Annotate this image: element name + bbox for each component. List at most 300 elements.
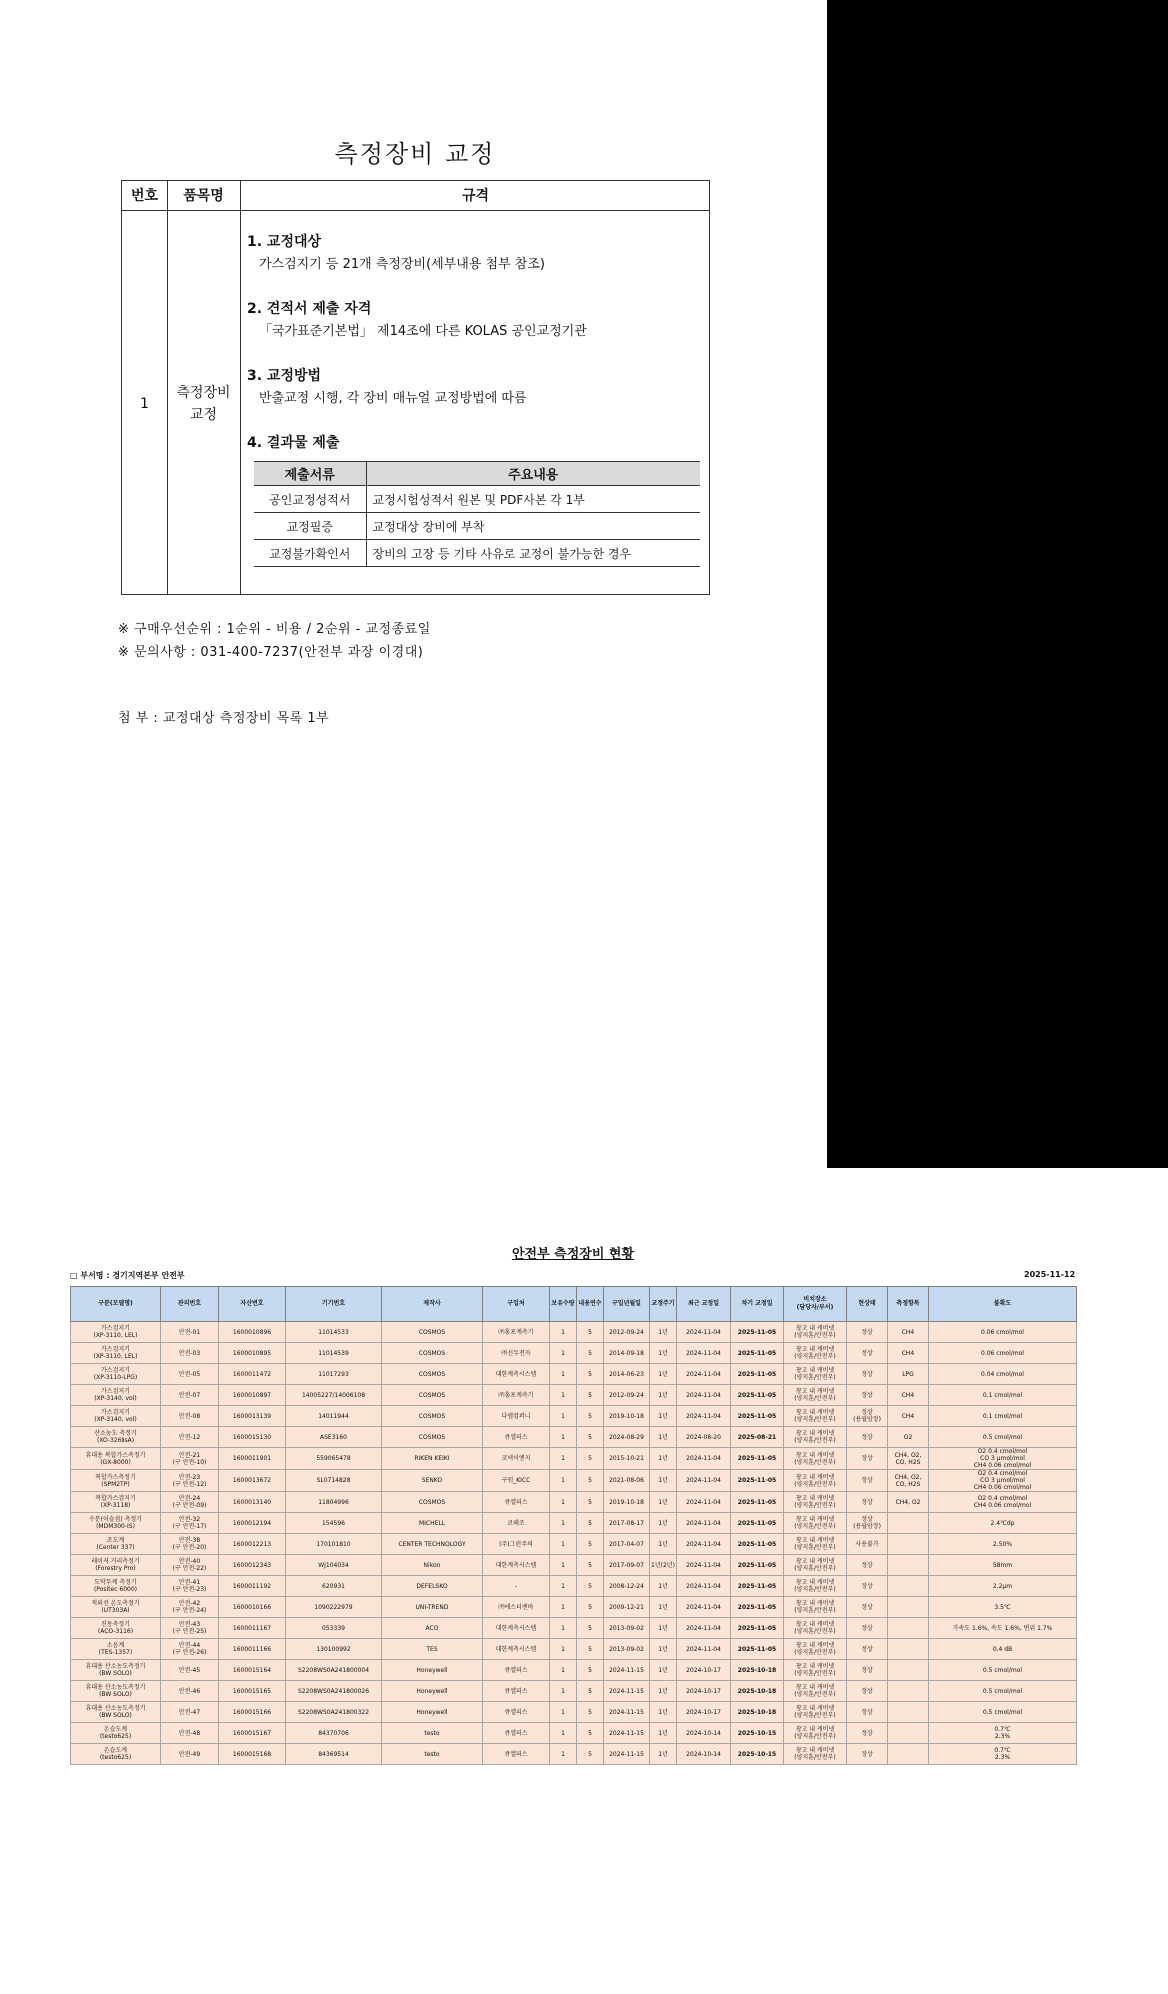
table-cell: 1600015167 — [219, 1723, 286, 1744]
table-cell: 1600010895 — [219, 1343, 286, 1364]
table-row — [71, 1576, 1077, 1597]
table-cell: 154596 — [286, 1513, 382, 1534]
table-cell: 1600011472 — [219, 1364, 286, 1385]
table-cell: 1년 — [650, 1744, 677, 1765]
table-cell: 5 — [577, 1513, 604, 1534]
table-cell: 소음계 (TES-1357) — [71, 1639, 161, 1660]
table-cell: 0.5 cmol/mol — [929, 1702, 1077, 1723]
table-cell: O2 — [888, 1427, 929, 1448]
table-cell: 정상 — [847, 1555, 888, 1576]
table-cell: ASE3160 — [286, 1427, 382, 1448]
table-cell: 창고 내 캐비넷 (양지훈/안전부) — [784, 1492, 847, 1513]
table-cell: 코해조 — [483, 1513, 550, 1534]
table-cell: 온습도계 (testo625) — [71, 1744, 161, 1765]
table-cell: 창고 내 캐비넷 (양지훈/안전부) — [784, 1513, 847, 1534]
table-cell: 큐엘피스 — [483, 1723, 550, 1744]
table-cell: 정상 — [847, 1681, 888, 1702]
table-cell: 적외선 온도측정기 (UT303A) — [71, 1597, 161, 1618]
table-cell: 2.2μm — [929, 1576, 1077, 1597]
table-cell: 가스검지기 (XP-3110, LEL) — [71, 1322, 161, 1343]
table-cell: 2025-11-05 — [731, 1576, 784, 1597]
table-row — [71, 1343, 1077, 1364]
table-cell: 1600011166 — [219, 1639, 286, 1660]
table-cell: 정상 — [847, 1597, 888, 1618]
table-cell: 1년 — [650, 1681, 677, 1702]
department-label: □ 부서명 : 경기지역본부 안전부 — [70, 1271, 185, 1280]
section-text: 「국가표준기본법」 제14조에 다른 KOLAS 공인교정기관 — [259, 324, 587, 339]
table-cell: 2024-11-15 — [604, 1702, 650, 1723]
table-cell: 2024-10-14 — [677, 1723, 731, 1744]
table-cell: 가스검지기 (XP-3110-LPG) — [71, 1364, 161, 1385]
table-cell: 11014533 — [286, 1322, 382, 1343]
table-cell: 안전-40 (구 안전-22) — [161, 1555, 219, 1576]
table-cell: 1년 — [650, 1427, 677, 1448]
table-cell: 창고 내 캐비넷 (양지훈/안전부) — [784, 1681, 847, 1702]
table-cell: 1년 — [650, 1322, 677, 1343]
table-cell: 620931 — [286, 1576, 382, 1597]
table-cell: 안전-49 — [161, 1744, 219, 1765]
table-cell: 2025-11-05 — [731, 1618, 784, 1639]
submission-doc: 교정불가확인서 — [254, 540, 366, 567]
submission-desc: 교정대상 장비에 부착 — [366, 513, 700, 540]
table-cell: Honeywell — [382, 1660, 483, 1681]
table-cell: 130100992 — [286, 1639, 382, 1660]
table-cell: 1 — [550, 1702, 577, 1723]
header-spec: 규격 — [461, 188, 490, 204]
table-row — [71, 1555, 1077, 1576]
submission-header: 제출서류 — [254, 462, 366, 486]
table-cell: 5 — [577, 1660, 604, 1681]
table-cell: 창고 내 캐비넷 (양지훈/안전부) — [784, 1448, 847, 1470]
column-header: 자산번호 — [219, 1287, 286, 1322]
table-cell: 2014-06-23 — [604, 1364, 650, 1385]
table-cell: 창고 내 캐비넷 (양지훈/안전부) — [784, 1576, 847, 1597]
table-cell: COSMOS — [382, 1343, 483, 1364]
table-cell: 0.7℃ 2.3% — [929, 1744, 1077, 1765]
table-cell: 도막두께 측정기 (Positec 6000) — [71, 1576, 161, 1597]
table-cell: 2024-11-04 — [677, 1513, 731, 1534]
table-cell: 복합가스측정기 (SPM2TP) — [71, 1470, 161, 1492]
table-cell: 170101810 — [286, 1534, 382, 1555]
table-cell: 2025-11-05 — [731, 1492, 784, 1513]
table-cell: 2025-11-05 — [731, 1513, 784, 1534]
table-cell: 창고 내 캐비넷 (양지훈/안전부) — [784, 1364, 847, 1385]
table-cell: 대한계측시스템 — [483, 1618, 550, 1639]
column-header: 기기번호 — [286, 1287, 382, 1322]
table-cell: 2025-11-05 — [731, 1555, 784, 1576]
table-cell: 5 — [577, 1597, 604, 1618]
spec-body — [247, 231, 707, 454]
section-title: 2. 견적서 제출 자격 — [247, 301, 372, 317]
table-cell — [888, 1597, 929, 1618]
table-cell: 창고 내 캐비넷 (양지훈/안전부) — [784, 1406, 847, 1427]
table-cell: WJ104034 — [286, 1555, 382, 1576]
submission-desc: 장비의 고장 등 기타 사유로 교정이 불가능한 경우 — [366, 540, 700, 567]
table-cell: 1600015130 — [219, 1427, 286, 1448]
table-cell: 2024-10-17 — [677, 1702, 731, 1723]
table-cell: ㈜에스티엔바 — [483, 1597, 550, 1618]
submission-doc: 공인교정성적서 — [254, 486, 366, 513]
table-cell: 사용불가 — [847, 1534, 888, 1555]
table-cell: 1년 — [650, 1364, 677, 1385]
table-cell: 안전-07 — [161, 1385, 219, 1406]
table-row — [71, 1470, 1077, 1492]
table-row — [71, 1723, 1077, 1744]
table-cell: 2014-09-18 — [604, 1343, 650, 1364]
table-cell: 2024-11-04 — [677, 1534, 731, 1555]
table-cell: 1090222979 — [286, 1597, 382, 1618]
table-cell: 1년 — [650, 1618, 677, 1639]
table-cell: 2021-08-06 — [604, 1470, 650, 1492]
table-cell: 1600013139 — [219, 1406, 286, 1427]
table-cell: 안전-05 — [161, 1364, 219, 1385]
table-cell: 안전-32 (구 안전-17) — [161, 1513, 219, 1534]
table-cell: 2024-11-04 — [677, 1448, 731, 1470]
table-cell: 가스검지기 (XP-3110, LEL) — [71, 1343, 161, 1364]
table-cell: 2025-11-05 — [731, 1448, 784, 1470]
table-cell: 1600015166 — [219, 1702, 286, 1723]
table-row — [254, 513, 700, 540]
table-cell: 1 — [550, 1723, 577, 1744]
table-cell: 큐엘피스 — [483, 1744, 550, 1765]
column-header: 차기 교정일 — [731, 1287, 784, 1322]
table-cell: UNI-TREND — [382, 1597, 483, 1618]
table-cell — [888, 1618, 929, 1639]
table-cell: 창고 내 캐비넷 (양지훈/안전부) — [784, 1660, 847, 1681]
table-cell: 2025-11-05 — [731, 1534, 784, 1555]
table-cell: CENTER TECHNOLOGY — [382, 1534, 483, 1555]
table-cell: 대한계측시스템 — [483, 1639, 550, 1660]
table-cell: 1년 — [650, 1576, 677, 1597]
table-cell: 5 — [577, 1364, 604, 1385]
table-cell: 정상 — [847, 1492, 888, 1513]
table-cell: 정상 — [847, 1702, 888, 1723]
table-cell: 1년 — [650, 1406, 677, 1427]
equipment-header-row — [71, 1287, 1077, 1322]
table-cell: 창고 내 캐비넷 (양지훈/안전부) — [784, 1343, 847, 1364]
table-cell: 2008-12-24 — [604, 1576, 650, 1597]
submission-table — [254, 461, 700, 567]
table-cell: 1 — [550, 1427, 577, 1448]
table-cell: 2025-11-05 — [731, 1470, 784, 1492]
table-cell: 큐엘피스 — [483, 1427, 550, 1448]
table-cell: 0.1 cmol/mol — [929, 1385, 1077, 1406]
table-cell: 안전-38 (구 안전-20) — [161, 1534, 219, 1555]
table-cell: 정상 (용월암장) — [847, 1406, 888, 1427]
table-cell: 가스검지기 (XP-3140, vol) — [71, 1406, 161, 1427]
table-cell: 복합가스검지기 (XP-3118) — [71, 1492, 161, 1513]
table-cell: 2013-09-02 — [604, 1618, 650, 1639]
table-cell: 안전-46 — [161, 1681, 219, 1702]
table-cell: 2024-11-04 — [677, 1576, 731, 1597]
table-cell: 정상 — [847, 1660, 888, 1681]
table-cell — [888, 1555, 929, 1576]
table-cell: 5 — [577, 1534, 604, 1555]
table-cell: 1 — [550, 1513, 577, 1534]
table-cell: 안전-47 — [161, 1702, 219, 1723]
contact-note: ※ 문의사항 : 031-400-7237(안전부 과장 이경대) — [118, 645, 424, 660]
table-cell: 2009-12-21 — [604, 1597, 650, 1618]
column-header: 비치장소 (담당자/부서) — [784, 1287, 847, 1322]
table-cell: 가스검지기 (XP-3140, vol) — [71, 1385, 161, 1406]
table-cell: 1 — [550, 1406, 577, 1427]
submission-desc: 교정시험성적서 원본 및 PDF사본 각 1부 — [366, 486, 700, 513]
table-cell: SL0714828 — [286, 1470, 382, 1492]
table-cell — [888, 1576, 929, 1597]
table-cell: 1 — [550, 1470, 577, 1492]
table-row — [71, 1702, 1077, 1723]
table-cell: 11804996 — [286, 1492, 382, 1513]
table-cell — [888, 1702, 929, 1723]
table-cell: 1년 — [650, 1660, 677, 1681]
table-cell: 1600013140 — [219, 1492, 286, 1513]
table-cell: 정상 — [847, 1385, 888, 1406]
table-cell: 1년 — [650, 1702, 677, 1723]
table-cell: DEFELSKO — [382, 1576, 483, 1597]
equipment-list-title: 안전부 측정장비 현황 — [511, 1247, 635, 1262]
row-no: 1 — [140, 395, 149, 412]
table-cell: 1600013672 — [219, 1470, 286, 1492]
table-cell: 5 — [577, 1343, 604, 1364]
attachment-note: 첨 부 : 교정대상 측정장비 목록 1부 — [118, 711, 330, 726]
table-cell: 2024-11-15 — [604, 1744, 650, 1765]
column-header: 보유수량 — [550, 1287, 577, 1322]
table-row — [71, 1681, 1077, 1702]
table-cell: 1600010166 — [219, 1597, 286, 1618]
table-cell: RIKEN KEIKI — [382, 1448, 483, 1470]
table-cell: 1 — [550, 1681, 577, 1702]
table-cell: CH4, O2, CO, H2S — [888, 1470, 929, 1492]
table-cell: 안전-45 — [161, 1660, 219, 1681]
table-cell: COSMOS — [382, 1364, 483, 1385]
table-cell: 수분(이슬점) 측정기 (MDM300-IS) — [71, 1513, 161, 1534]
table-cell: 2017-09-07 — [604, 1555, 650, 1576]
table-cell: (주)그린주의 — [483, 1534, 550, 1555]
table-cell: 큐엘피스 — [483, 1492, 550, 1513]
table-cell — [888, 1660, 929, 1681]
table-cell: 창고 내 캐비넷 (양지훈/안전부) — [784, 1470, 847, 1492]
table-cell: 2024-11-04 — [677, 1364, 731, 1385]
table-cell: 5 — [577, 1322, 604, 1343]
table-cell: 5 — [577, 1448, 604, 1470]
table-row — [71, 1385, 1077, 1406]
table-cell — [888, 1744, 929, 1765]
table-cell: 창고 내 캐비넷 (양지훈/안전부) — [784, 1744, 847, 1765]
table-row — [71, 1448, 1077, 1470]
table-cell: 1년 — [650, 1470, 677, 1492]
table-cell: CH4 — [888, 1385, 929, 1406]
table-cell: 1년 — [650, 1534, 677, 1555]
table-cell: 1년 — [650, 1492, 677, 1513]
table-cell: 2024-11-04 — [677, 1618, 731, 1639]
table-row — [71, 1406, 1077, 1427]
table-cell: 2025-11-05 — [731, 1406, 784, 1427]
table-cell: 84369514 — [286, 1744, 382, 1765]
table-cell: COSMOS — [382, 1322, 483, 1343]
table-cell: S2208WS0A241800322 — [286, 1702, 382, 1723]
column-header: 불확도 — [929, 1287, 1077, 1322]
table-cell: 2.50% — [929, 1534, 1077, 1555]
table-cell: 정상 — [847, 1364, 888, 1385]
table-cell: SENKO — [382, 1470, 483, 1492]
table-row — [71, 1364, 1077, 1385]
submission-header: 주요내용 — [366, 462, 700, 486]
table-cell: 산소농도 측정기 (XO-326ⅡsA) — [71, 1427, 161, 1448]
table-cell: 2024-11-04 — [677, 1385, 731, 1406]
table-cell: 안전-43 (구 안전-25) — [161, 1618, 219, 1639]
table-row — [71, 1427, 1077, 1448]
table-cell: 레이저 거리측정기 (Forestry Pro) — [71, 1555, 161, 1576]
table-cell: 5 — [577, 1427, 604, 1448]
section-title: 4. 결과물 제출 — [247, 435, 340, 451]
table-cell: 정상 — [847, 1322, 888, 1343]
table-cell: 안전-12 — [161, 1427, 219, 1448]
table-cell: 1 — [550, 1448, 577, 1470]
table-cell: 2024-11-04 — [677, 1555, 731, 1576]
table-cell: 2025-10-15 — [731, 1744, 784, 1765]
table-cell: 2.4℃dp — [929, 1513, 1077, 1534]
table-cell: O2 0.4 cmol/mol CO 3 μmol/mol CH4 0.06 cmol/mol — [929, 1448, 1077, 1470]
table-cell: 1600015164 — [219, 1660, 286, 1681]
table-cell: 5 — [577, 1681, 604, 1702]
table-cell: 1년 — [650, 1513, 677, 1534]
table-row — [71, 1618, 1077, 1639]
table-row — [71, 1639, 1077, 1660]
table-cell: 2024-10-17 — [677, 1681, 731, 1702]
table-cell: 11017293 — [286, 1364, 382, 1385]
table-cell: 2017-04-07 — [604, 1534, 650, 1555]
table-cell: COSMOS — [382, 1406, 483, 1427]
equipment-table — [70, 1286, 1077, 1765]
column-header: 현상태 — [847, 1287, 888, 1322]
table-cell: 1년(2년) — [650, 1555, 677, 1576]
table-cell: 1년 — [650, 1723, 677, 1744]
table-cell: 1 — [550, 1364, 577, 1385]
table-cell: 2025-10-15 — [731, 1723, 784, 1744]
table-cell: 안전-48 — [161, 1723, 219, 1744]
table-cell: 5 — [577, 1702, 604, 1723]
table-cell: 휴대용 복합가스측정기 (GX-8000) — [71, 1448, 161, 1470]
section-title: 1. 교정대상 — [247, 234, 322, 250]
table-row — [71, 1513, 1077, 1534]
table-cell: testo — [382, 1744, 483, 1765]
table-cell: 1600011901 — [219, 1448, 286, 1470]
table-cell: 2025-11-05 — [731, 1385, 784, 1406]
table-cell: 창고 내 캐비넷 (양지훈/안전부) — [784, 1322, 847, 1343]
table-cell: 2024-08-20 — [677, 1427, 731, 1448]
table-cell — [888, 1639, 929, 1660]
table-row — [71, 1322, 1077, 1343]
table-cell: 1600010897 — [219, 1385, 286, 1406]
table-cell: 1 — [550, 1534, 577, 1555]
table-cell: 2025-11-05 — [731, 1343, 784, 1364]
table-cell: 창고 내 캐비넷 (양지훈/안전부) — [784, 1723, 847, 1744]
table-row — [254, 540, 700, 567]
table-cell: 2012-09-24 — [604, 1385, 650, 1406]
section-text: 가스검지기 등 21개 측정장비(세부내용 첨부 참조) — [259, 257, 545, 272]
table-cell: 5 — [577, 1576, 604, 1597]
spec-table — [121, 180, 710, 595]
table-cell: 진동측정기 (ACO-3116) — [71, 1618, 161, 1639]
table-cell: 0.06 cmol/mol — [929, 1322, 1077, 1343]
table-cell: testo — [382, 1723, 483, 1744]
table-cell — [888, 1681, 929, 1702]
divider — [240, 181, 241, 594]
table-cell: 1년 — [650, 1597, 677, 1618]
table-cell: 11014539 — [286, 1343, 382, 1364]
table-row — [71, 1744, 1077, 1765]
header-no: 번호 — [130, 188, 159, 204]
table-cell: 가속도 1.6%, 속도 1.6%, 변위 1.7% — [929, 1618, 1077, 1639]
table-cell: S2208WS0A241800026 — [286, 1681, 382, 1702]
table-cell: 2025-11-05 — [731, 1597, 784, 1618]
black-redaction-block — [827, 0, 1168, 1168]
column-header: 최근 교정일 — [677, 1287, 731, 1322]
table-cell: 0.4 dB — [929, 1639, 1077, 1660]
table-cell: COSMOS — [382, 1427, 483, 1448]
table-cell: 온습도계 (testo625) — [71, 1723, 161, 1744]
table-cell: 58mm — [929, 1555, 1077, 1576]
table-row — [71, 1534, 1077, 1555]
table-cell: 1 — [550, 1576, 577, 1597]
table-cell: 휴대용 산소농도측정기 (BW SOLO) — [71, 1702, 161, 1723]
table-cell: 구원_KICC — [483, 1470, 550, 1492]
table-cell: 2024-11-04 — [677, 1470, 731, 1492]
table-cell: 정상 — [847, 1744, 888, 1765]
table-cell: 1600011192 — [219, 1576, 286, 1597]
table-cell: 창고 내 캐비넷 (양지훈/안전부) — [784, 1618, 847, 1639]
table-cell: CH4 — [888, 1343, 929, 1364]
column-header: 제작사 — [382, 1287, 483, 1322]
table-cell — [888, 1723, 929, 1744]
section-text: 반출교정 시행, 각 장비 매뉴얼 교정방법에 따름 — [259, 391, 527, 406]
table-cell: 정상 — [847, 1427, 888, 1448]
table-cell — [888, 1534, 929, 1555]
table-cell: 2025-11-05 — [731, 1322, 784, 1343]
table-cell: 1600015168 — [219, 1744, 286, 1765]
table-cell: 창고 내 캐비넷 (양지훈/안전부) — [784, 1385, 847, 1406]
table-cell: ACO — [382, 1618, 483, 1639]
page-title: 측정장비 교정 — [334, 140, 496, 168]
column-header: 내용연수 — [577, 1287, 604, 1322]
table-cell: 안전-21 (구 안전-10) — [161, 1448, 219, 1470]
table-cell: 1600012343 — [219, 1555, 286, 1576]
table-cell: 안전-08 — [161, 1406, 219, 1427]
table-cell: 1600010896 — [219, 1322, 286, 1343]
column-header: 관리번호 — [161, 1287, 219, 1322]
table-cell: 정상 — [847, 1343, 888, 1364]
table-cell: 정상 — [847, 1639, 888, 1660]
table-cell: 대한계측시스템 — [483, 1555, 550, 1576]
table-cell: 정상 (용월암장) — [847, 1513, 888, 1534]
table-cell: 5 — [577, 1618, 604, 1639]
table-cell: 안전-24 (구 안전-09) — [161, 1492, 219, 1513]
table-cell: 0.06 cmol/mol — [929, 1343, 1077, 1364]
table-cell: 1 — [550, 1639, 577, 1660]
table-cell: 0.1 cmol/mol — [929, 1406, 1077, 1427]
table-cell: 큐엘피스 — [483, 1660, 550, 1681]
table-cell: 2024-08-29 — [604, 1427, 650, 1448]
purchase-priority-note: ※ 구매우선순위 : 1순위 - 비용 / 2순위 - 교정종료일 — [118, 622, 431, 637]
table-cell: 0.7℃ 2.3% — [929, 1723, 1077, 1744]
column-header: 구분(모델명) — [71, 1287, 161, 1322]
table-cell: 2024-11-04 — [677, 1406, 731, 1427]
table-cell: 2024-11-04 — [677, 1492, 731, 1513]
section-title: 3. 교정방법 — [247, 368, 322, 384]
table-cell: 2024-11-04 — [677, 1322, 731, 1343]
table-cell: 0.04 cmol/mol — [929, 1364, 1077, 1385]
table-cell: 휴대용 산소농도측정기 (BW SOLO) — [71, 1660, 161, 1681]
